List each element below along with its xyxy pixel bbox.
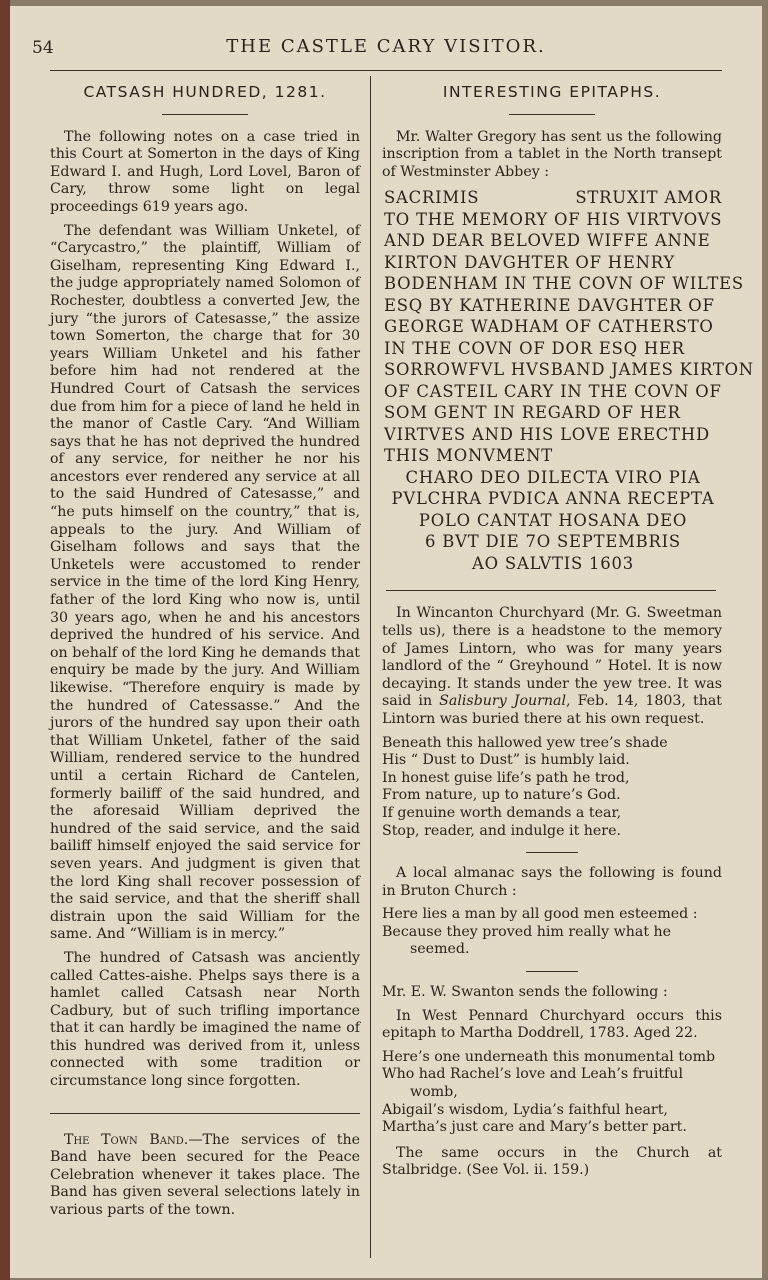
epitaph-line: AND DEAR BELOVED WIFFE ANNE: [384, 231, 711, 251]
epitaph-line: ESQ BY KATHERINE DAVGHTER OF: [384, 295, 715, 315]
epitaph-line: VIRTVES AND HIS LOVE ERECTHD: [384, 424, 710, 444]
epitaph-latin-line: CHARO DEO DILECTA VIRO PIA: [405, 467, 701, 487]
page-number: 54: [32, 38, 54, 58]
wincanton-text-1: In Wincanton Churchyard (Mr. G. Sweetman tells us), there is a headstone to the memory of James Lintorn, who was for many years landlord of the “ Greyhound ” Hotel. It is now decaying. It stands under the yew tree. It was said in: [382, 605, 722, 710]
epitaph-latin-line: PVLCHRA PVDICA ANNA RECEPTA: [391, 489, 715, 509]
verse-line: Who had Rachel’s love and Leah’s fruitful womb,: [382, 1066, 683, 1101]
verse-line: Here lies a man by all good men esteemed :: [382, 906, 698, 923]
verse-line: Martha’s just care and Mary’s better part.: [382, 1119, 687, 1136]
epitaph-line: SORROWFVL HVSBAND JAMES KIRTON: [384, 360, 754, 380]
heading-rule: [162, 114, 248, 115]
running-header: [10, 34, 762, 62]
epitaph-line: OF CASTEIL CARY IN THE COVN OF: [384, 381, 722, 401]
catsash-heading: CATSASH HUNDRED, 1281.: [83, 83, 327, 101]
epitaph-line: [384, 187, 722, 209]
verse-line: Beneath this hallowed yew tree’s shade: [382, 734, 668, 751]
header-rule: [50, 70, 722, 71]
journal-title: THE CASTLE CARY VISITOR.: [226, 36, 546, 57]
epitaph-word: STRUXIT AMOR: [575, 188, 722, 208]
wincanton-text-2: , Feb. 14, 1803, that Lintorn was buried there at his own request.: [382, 693, 722, 727]
page: [10, 6, 762, 1278]
section-rule: [386, 590, 716, 591]
bruton-intro: A local almanac says the following is found in Bruton Church :: [382, 865, 722, 899]
town-band-para: [50, 1132, 360, 1220]
verse-line: From nature, up to nature’s God.: [382, 787, 621, 804]
lintorn-verse: [382, 735, 722, 841]
verse-line: Because they proved him really what he seemed.: [382, 923, 672, 958]
epitaph-latin-line: POLO CANTAT HOSANA DEO: [418, 510, 688, 530]
verse-line: His “ Dust to Dust” is humbly laid.: [382, 752, 630, 769]
catsash-para-2: The defendant was William Unketel, of “Carycastro,” the plaintiff, William of Giselham, representing King Edward I., the judge appropriately named Solomon of Rochester, doubtless a converted Jew, the jury “the jurors of Catesasse,” the assize town Somerton, the charge that for 30 years William Unketel and his father before him had not rendered at the Hundred Court of Catsash the services due from him for a piece of land he held in the manor of Castle Cary. “And William says that he has not deprived the hundred of any service, for neither he nor his ancestors ever rendered any service at all to the said Hundred of Catesasse,” and “he puts himself on the country,” that is, appeals to the jury. And William of Giselham follows and says that the Unketels were accustomed to render service in the time of the lord King Henry, father of the lord King who now is, until 30 years ago, when he and his ancestors deprived the hundred of his service. And on behalf of the lord King he demands that enquiry be made by the jury. And William likewise. “Therefore enquiry is made by the hundred of Catessasse.” And the jurors of the hundred say upon their oath that William Unketel, father of the said William, rendered service to the hundred until a certain Richard de Cantelen, formerly bailiff of the said hundred, and the aforesaid William deprived the hundred of the said service, and the said bailiff himself enjoyed the said service for seven years. And judgment is given that the lord King shall recover possession of the said service, and that the sheriff shall distrain upon the said William for the same. And “William is in mercy.”: [50, 222, 360, 943]
catsash-para-3: The hundred of Catsash was anciently called Cattes-aishe. Phelps says there is a hamlet called Catsash near North Cadbury, but of such trifling importance that it can hardly be imagined the name of this hundred was derived from it, unless connected with some tradition or circumstance long since forgotten.: [50, 949, 360, 1090]
town-band-title: The Town Band.: [64, 1131, 189, 1148]
epitaphs-heading: INTERESTING EPITAPHS.: [442, 83, 662, 101]
wincanton-para: [382, 605, 722, 728]
town-band-text: —The services of the Band have been secured for the Peace Celebration whenever it takes place. The Band has given several selections lately in various parts of the town.: [50, 1131, 360, 1219]
section-rule: [50, 1113, 360, 1114]
epitaph-latin-line: 6 BVT DIE 7O SEPTEMBRIS: [425, 532, 681, 552]
swanton-intro: Mr. E. W. Swanton sends the following :: [382, 984, 668, 1001]
epitaph-line: KIRTON DAVGHTER OF HENRY: [384, 252, 676, 272]
doddrell-verse: [382, 1049, 722, 1137]
left-column: [50, 76, 360, 1226]
heading-rule: [509, 114, 595, 115]
catsash-para-1: The following notes on a case tried in this Court at Somerton in the days of King Edward I. and Hugh, Lord Lovel, Baron of Cary, throw some light on legal proceedings 619 years ago.: [50, 128, 360, 215]
epitaph-line: SOM GENT IN REGARD OF HER: [384, 403, 681, 423]
epitaph-word: SACRIMIS: [384, 188, 480, 208]
epitaph-line: TO THE MEMORY OF HIS VIRTVOVS: [384, 209, 723, 229]
epitaph-latin-line: AO SALVTIS 1603: [472, 553, 634, 573]
column-divider: [370, 76, 371, 1258]
verse-line: Here’s one underneath this monumental tomb: [382, 1048, 716, 1065]
journal-name: Salisbury Journal: [439, 693, 567, 710]
pennard-para: In West Pennard Churchyard occurs this epitaph to Martha Doddrell, 1783. Aged 22.: [382, 1007, 722, 1042]
stalbridge-para: The same occurs in the Church at Stalbridge. (See Vol. ii. 159.): [382, 1144, 722, 1179]
epitaph-line: THIS MONVMENT: [384, 446, 553, 466]
right-column: [382, 76, 754, 1186]
verse-line: Abigail’s wisdom, Lydia’s faithful heart,: [382, 1101, 668, 1118]
epitaph-line: IN THE COVN OF DOR ESQ HER: [384, 338, 685, 358]
book-spine: [0, 0, 10, 1280]
epitaph-line: BODENHAM IN THE COVN OF WILTES: [384, 274, 744, 294]
verse-line: In honest guise life’s path he trod,: [382, 769, 630, 786]
section-rule: [526, 971, 578, 972]
verse-line: Stop, reader, and indulge it here.: [382, 822, 621, 839]
bruton-verse: [382, 906, 722, 959]
section-rule: [526, 852, 578, 853]
verse-line: If genuine worth demands a tear,: [382, 804, 622, 821]
epitaph-line: GEORGE WADHAM OF CATHERSTO: [384, 317, 714, 337]
westminster-epitaph: [384, 187, 754, 574]
gregory-intro: Mr. Walter Gregory has sent us the following inscription from a tablet in the North transept of Westminster Abbey :: [382, 128, 722, 180]
